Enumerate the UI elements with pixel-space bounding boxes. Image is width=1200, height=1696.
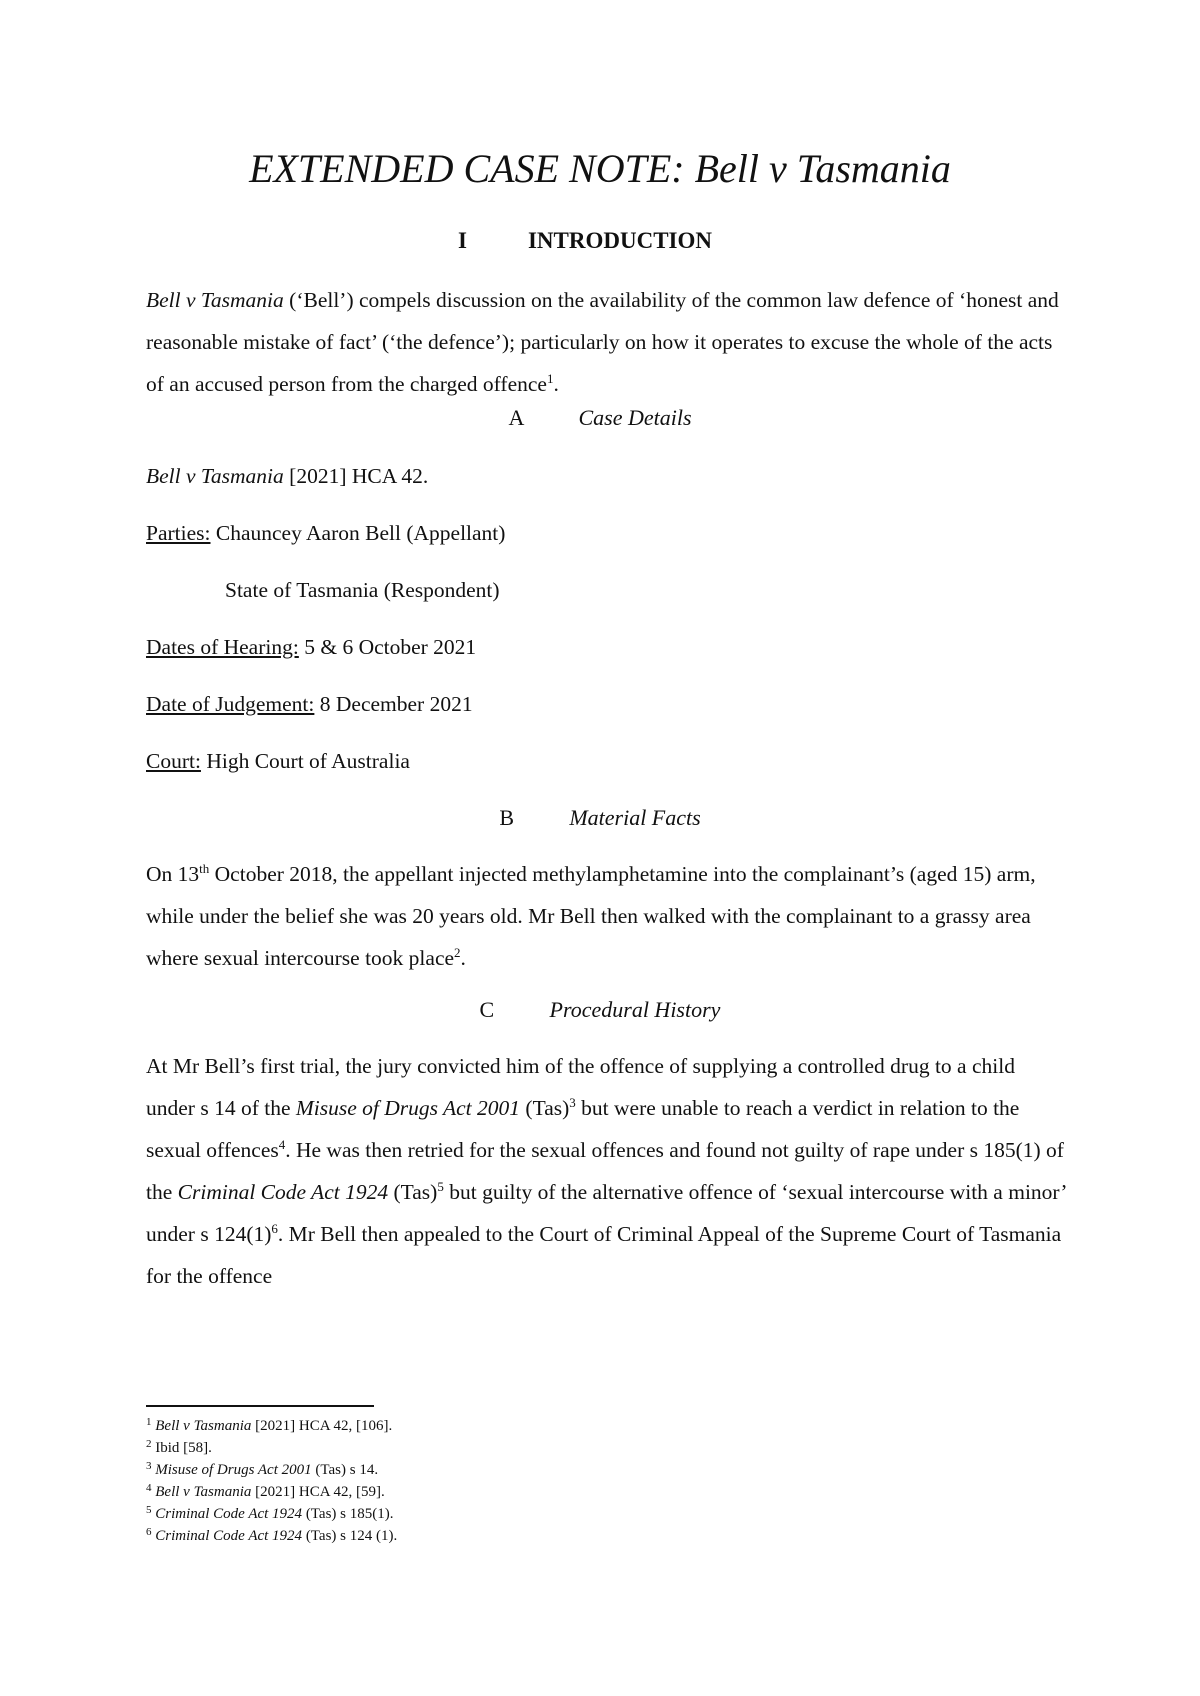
respondent: State of Tasmania (Respondent) [225, 578, 500, 602]
parties-label: Parties: [146, 521, 211, 545]
intro-text: (‘Bell’) compels discussion on the availability of the common law defence of ‘honest and reasonable mistake of fact’ (‘the defence’); particularly on how it operates to excuse the whole of the acts of an accused person from the charged offence [146, 288, 1059, 396]
section-heading-case-details [0, 403, 1200, 433]
section-number: A [508, 405, 525, 430]
section-label: INTRODUCTION [527, 228, 713, 253]
history-paragraph: At Mr Bell’s first trial, the jury convicted him of the offence of supplying a controlled drug to a child under s 14 of the Misuse of Drugs Act 2001 (Tas)$^3$ but were unable to reach a verdict in relation to the sexual offences$^4$. He was then retried for the sexual offences and found not guilty of rape under s 185(1) of the Criminal Code Act 1924 (Tas)$^5$ but guilty of the alternative offence of ‘sexual intercourse with a minor’ under s $124(1)^6$. Mr Bell then appealed to the Court of Criminal Appeal of the Supreme Court of Tasmania for the offence [146, 1054, 1066, 1288]
footnote: $^5$ Criminal Code Act 1924 (Tas) s 185(1). [146, 1504, 394, 1522]
section-heading-material-facts [0, 803, 1200, 833]
section-number: C [479, 997, 495, 1022]
footnote: $^6$ Criminal Code Act 1924 (Tas) s 124 (1). [146, 1526, 398, 1544]
intro-paragraph: Bell v Tasmania (‘Bell’) compels discussion on the availability of the common law defence of ‘honest and reasonable mistake of fact’ (‘the defence’); particularly on how it operates to excuse the whole of the acts of an accused person from the charged offence$^1$. [146, 288, 1059, 396]
footnote: $^1$ Bell v Tasmania [2021] HCA 42, [106]. [146, 1416, 393, 1434]
section-heading-introduction [0, 226, 1200, 256]
section-heading-procedural-history [0, 995, 1200, 1025]
section-label: Procedural History [549, 997, 721, 1022]
hearing-dates: Dates of Hearing: 5 & 6 October 2021 [146, 635, 477, 659]
document-title: EXTENDED CASE NOTE: Bell v Tasmania [249, 146, 951, 191]
section-label: Case Details [578, 405, 692, 430]
footnote-separator [146, 1405, 374, 1407]
section-number: I [457, 228, 467, 253]
footnote: $^2$ Ibid [58]. [146, 1438, 212, 1456]
footnote-ref: 2 [454, 945, 461, 960]
footnote-ref: 1 [546, 371, 554, 386]
judgement-date: Date of Judgement: 8 December 2021 [146, 692, 473, 716]
section-label: Material Facts [569, 805, 701, 830]
footnote: $^4$ Bell v Tasmania [2021] HCA 42, [59]. [146, 1482, 385, 1500]
footnotes [146, 1415, 1046, 1547]
footnote-ref: 6 [271, 1221, 278, 1236]
section-number: B [499, 805, 514, 830]
appellant: Chauncey Aaron Bell (Appellant) [210, 521, 506, 545]
footnote-ref: 5 [437, 1179, 444, 1194]
parties-line [146, 518, 505, 548]
footnote-ref: 3 [569, 1095, 576, 1110]
footnote: $^3$ Misuse of Drugs Act 2001 (Tas) s 14. [146, 1460, 379, 1478]
case-citation: Bell v Tasmania [2021] HCA 42. [146, 464, 429, 488]
case-name: Bell v Tasmania [146, 288, 284, 312]
footnote-ref: 4 [278, 1137, 286, 1152]
court: Court: High Court of Australia [146, 749, 410, 773]
facts-paragraph: On 13th October 2018, the appellant injected methylamphetamine into the complainant’s (aged 15) arm, while under the belief she was 20 years old. Mr Bell then walked with the complainant to a grassy area where sexual intercourse took place$^2$. [146, 861, 1036, 970]
